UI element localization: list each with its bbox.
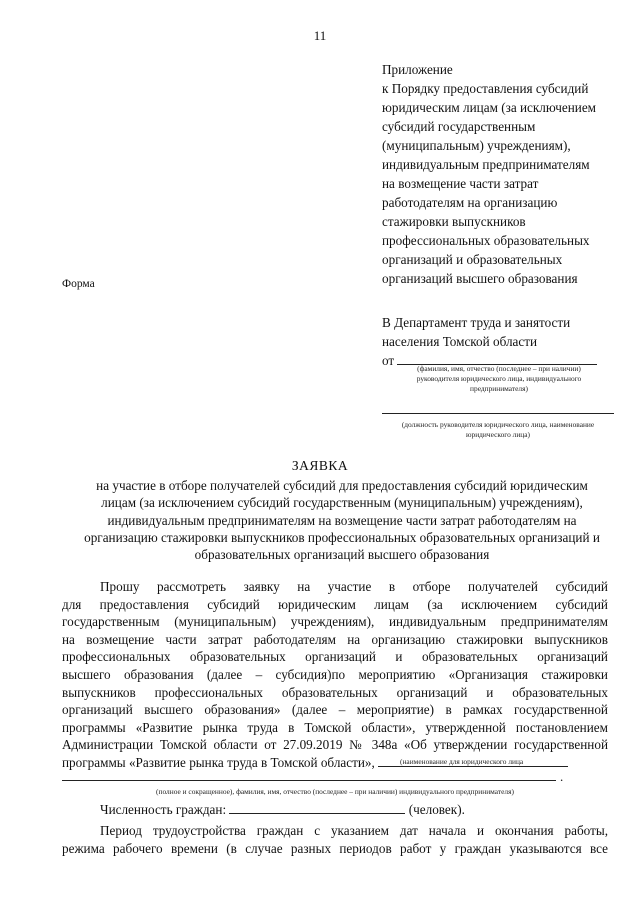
addressee-block [382, 313, 622, 370]
paragraph-line: на возмещение части затрат работодателям на организацию стажировки выпускников [62, 631, 608, 647]
citizens-count-unit: (человек). [408, 802, 465, 817]
addressee-line-1: В Департамент труда и занятости [382, 315, 571, 330]
citizens-count-row [62, 801, 465, 819]
appendix-line: к Порядку предоставления субсидий [382, 81, 589, 96]
hint-line: юридического лица) [466, 430, 530, 439]
appendix-line: работодателям на организацию [382, 195, 558, 210]
citizens-count-field[interactable] [229, 801, 405, 814]
subtitle-line: образовательных организаций высшего образования [194, 547, 490, 563]
paragraph-line: программы «Развитие рынка труда в Томской области», утвержденной постановлением [62, 719, 608, 735]
paragraph-line: выпускников профессиональных образовательных организаций и образовательных [62, 684, 608, 700]
hint-line: (фамилия, имя, отчество (последнее – при наличии) [417, 364, 581, 373]
paragraph-last-text: программы «Развитие рынка труда в Томской области», [62, 754, 375, 770]
hint-line: руководителя юридического лица, индивидуального [416, 374, 582, 383]
appendix-line: индивидуальным предпринимателям [382, 157, 590, 172]
appendix-line: организаций высшего образования [382, 271, 578, 286]
paragraph-line: профессиональных образовательных организаций и образовательных организаций [62, 649, 608, 665]
appendix-line: на возмещение части затрат [382, 176, 539, 191]
document-title: ЗАЯВКА [291, 458, 349, 473]
form-label: Форма [62, 278, 95, 290]
document-subtitle [60, 477, 624, 563]
hint-line: (должность руководителя юридического лица, наименование [401, 420, 595, 429]
applicant-position-field[interactable] [382, 413, 614, 414]
subtitle-line: организацию стажировки выпускников профессиональных образовательных организаций и [84, 529, 600, 545]
appendix-line: Приложение [382, 62, 453, 77]
subtitle-line: индивидуальным предпринимателям на возмещение части затрат работодателям на [107, 512, 577, 528]
paragraph-line: Прошу рассмотреть заявку на участие в отборе получателей субсидий [100, 579, 608, 594]
appendix-block [382, 60, 622, 288]
entity-full-name-field[interactable] [62, 780, 556, 781]
paragraph-line: Период трудоустройства граждан с указанием дат начала и окончания работы, [100, 823, 608, 838]
appendix-line: организаций и образовательных [382, 252, 563, 267]
subtitle-line: лицам (за исключением субсидий государственным (муниципальным) учреждениям), [101, 495, 583, 511]
applicant-position-hint [372, 420, 624, 440]
appendix-line: (муниципальным) учреждениям), [382, 138, 571, 153]
citizens-count-label: Численность граждан: [100, 802, 227, 817]
legal-entity-hint: (наименование для юридического лица [400, 757, 524, 766]
subtitle-line: на участие в отборе получателей субсидий для предоставления субсидий юридическим [96, 478, 588, 493]
paragraph-line: режима рабочего времени (в случае разных периодов работ у граждан указываются все [62, 840, 608, 856]
paragraph-line: Администрации Томской области от 27.09.2019 № 348а «Об утверждении государственной [62, 737, 608, 753]
paragraph-line: организаций высшего образования» (далее – мероприятие) в рамках государственной [62, 702, 608, 718]
request-paragraph [62, 578, 608, 772]
paragraph-line: для предоставления субсидий юридическим лицам (за исключением субсидий [62, 596, 608, 612]
from-label: от [382, 353, 395, 368]
page-number: 11 [313, 28, 327, 43]
appendix-line: субсидий государственным [382, 119, 536, 134]
applicant-name-hint [392, 364, 606, 394]
period-paragraph [62, 822, 608, 857]
appendix-line: профессиональных образовательных [382, 233, 590, 248]
appendix-line: юридическим лицам (за исключением [382, 100, 597, 115]
addressee-line-2: населения Томской области [382, 334, 538, 349]
entity-full-name-hint: (полное и сокращенное), фамилия, имя, отчество (последнее – при наличии) индивидуального предпринимателя) [156, 787, 514, 796]
paragraph-line: государственным (муниципальным) учреждениям), индивидуальным предпринимателям [62, 614, 608, 630]
line-end-dot: . [560, 769, 564, 784]
appendix-line: стажировки выпускников [382, 214, 526, 229]
hint-line: предпринимателя) [470, 384, 528, 393]
paragraph-line: высшего образования (далее – субсидия)по мероприятию «Организация стажировки [62, 666, 608, 682]
